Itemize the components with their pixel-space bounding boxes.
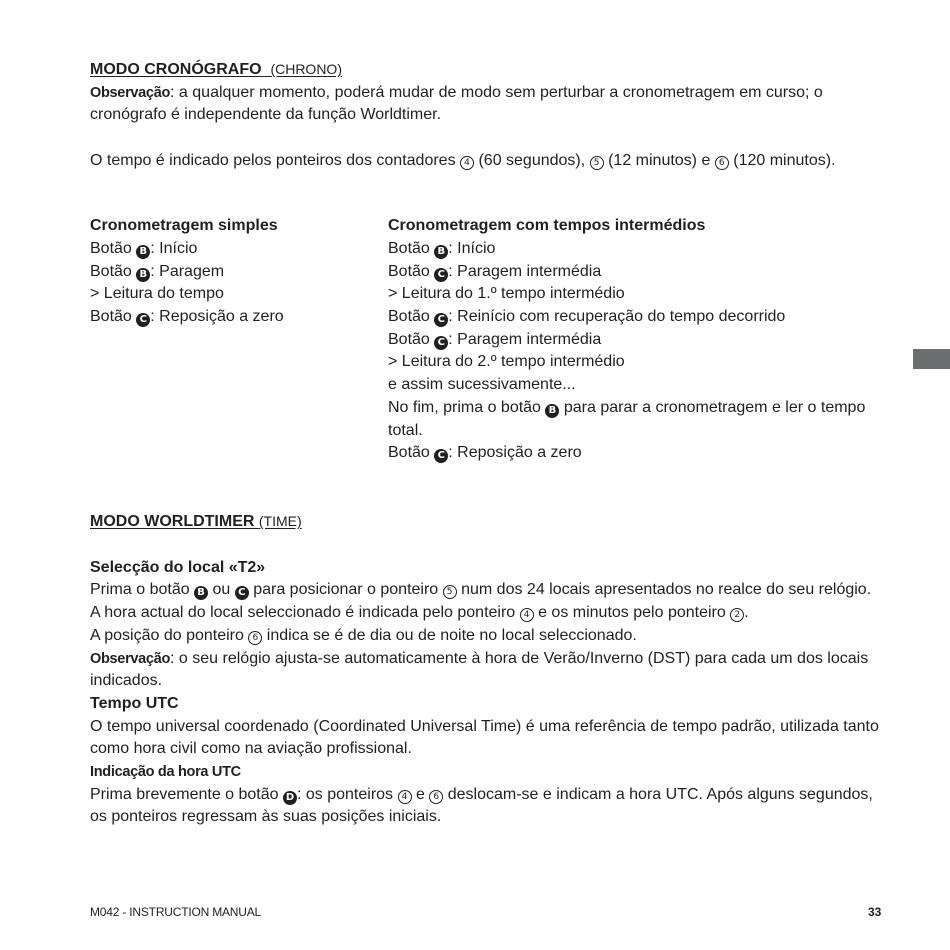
button-d-icon: D: [283, 791, 297, 805]
button-b-icon: B: [194, 586, 208, 600]
split-step-4: Botão C : Reinício com recuperação do tempo decorrido: [388, 308, 786, 325]
split-step-5: Botão C : Paragem intermédia: [388, 330, 602, 348]
hand-6-icon: 6: [248, 631, 262, 645]
simple-step-3: > Leitura do tempo: [90, 285, 224, 303]
button-c-icon: C: [434, 336, 448, 350]
select-location-text-1: Prima o botão B ou C para posicionar o ponteiro 5 num dos 24 locais apresentados no realce do seu relógio.: [90, 581, 872, 599]
button-b-icon: B: [136, 245, 150, 259]
button-c-icon: C: [434, 268, 448, 282]
hand-4-icon: 4: [398, 790, 412, 804]
worldtimer-observation: Observação: o seu relógio ajusta-se automaticamente à hora de Verão/Inverno (DST) para cada um dos locais indicados.: [90, 649, 869, 690]
hand-4-icon: 4: [520, 608, 534, 622]
section-tab-marker: [913, 349, 950, 369]
button-b-icon: B: [545, 404, 559, 418]
counter-4-icon: 4: [460, 156, 474, 170]
chrono-section-title: MODO CRONÓGRAFO (CHRONO): [90, 61, 342, 78]
split-step-1: Botão B : Início: [388, 239, 496, 257]
chrono-columns: [90, 215, 885, 465]
counter-6-icon: 6: [715, 156, 729, 170]
split-step-2: Botão C : Paragem intermédia: [388, 262, 602, 280]
hand-6-icon: 6: [429, 790, 443, 804]
button-b-icon: B: [136, 268, 150, 282]
counter-5-icon: 5: [590, 156, 604, 170]
worldtimer-section-title: MODO WORLDTIMER (TIME): [90, 513, 302, 531]
button-c-icon: C: [434, 313, 448, 327]
footer-manual-title: M042 - INSTRUCTION MANUAL: [90, 905, 262, 919]
split-step-9: Botão C : Reposição a zero: [388, 444, 582, 462]
utc-subheading: Indicação da hora UTC: [90, 764, 241, 781]
simple-timing-heading: Cronometragem simples: [90, 217, 278, 235]
split-step-7: e assim sucessivamente...: [388, 376, 576, 394]
chrono-observation: Observação: a qualquer momento, poderá mudar de modo sem perturbar a cronometragem em curso; o cronógrafo é independente da função Worldtimer.: [90, 83, 823, 124]
button-c-icon: C: [136, 313, 150, 327]
page-content: [90, 58, 885, 829]
chrono-counters-text: O tempo é indicado pelos ponteiros dos contadores 4 (60 segundos), 5 (12 minutos) e 6 (120 minutos).: [90, 151, 836, 169]
split-timing-heading: Cronometragem com tempos intermédios: [388, 217, 706, 235]
select-location-text-2: A hora actual do local seleccionado é indicada pelo ponteiro 4 e os minutos pelo ponteiro 2 .: [90, 604, 749, 622]
split-timing-column: [388, 215, 885, 465]
select-location-text-3: A posição do ponteiro 6 indica se é de dia ou de noite no local seleccionado.: [90, 626, 637, 644]
button-c-icon: C: [434, 449, 448, 463]
utc-instructions: Prima brevemente o botão D : os ponteiros 4 e 6 deslocam-se e indicam a hora UTC. Após alguns segundos, os ponteiros regressam às suas posições iniciais.: [90, 785, 873, 826]
utc-description: O tempo universal coordenado (Coordinated Universal Time) é uma referência de tempo padrão, utilizada tanto como hora civil como na aviação profissional.: [90, 717, 879, 758]
hand-2-icon: 2: [730, 608, 744, 622]
simple-timing-column: [90, 215, 388, 465]
simple-step-2: Botão B : Paragem: [90, 262, 225, 280]
simple-step-4: Botão C : Reposição a zero: [90, 308, 284, 325]
split-step-3: > Leitura do 1.º tempo intermédio: [388, 285, 625, 303]
button-c-icon: C: [235, 586, 249, 600]
split-step-8: No fim, prima o botão B para parar a cronometragem e ler o tempo total.: [388, 398, 866, 439]
select-location-heading: Selecção do local «T2»: [90, 558, 266, 576]
page-number: 33: [868, 905, 882, 919]
hand-5-icon: 5: [443, 585, 457, 599]
simple-step-1: Botão B : Início: [90, 239, 198, 257]
utc-heading: Tempo UTC: [90, 694, 179, 712]
split-step-6: > Leitura do 2.º tempo intermédio: [388, 353, 625, 371]
button-b-icon: B: [434, 245, 448, 259]
